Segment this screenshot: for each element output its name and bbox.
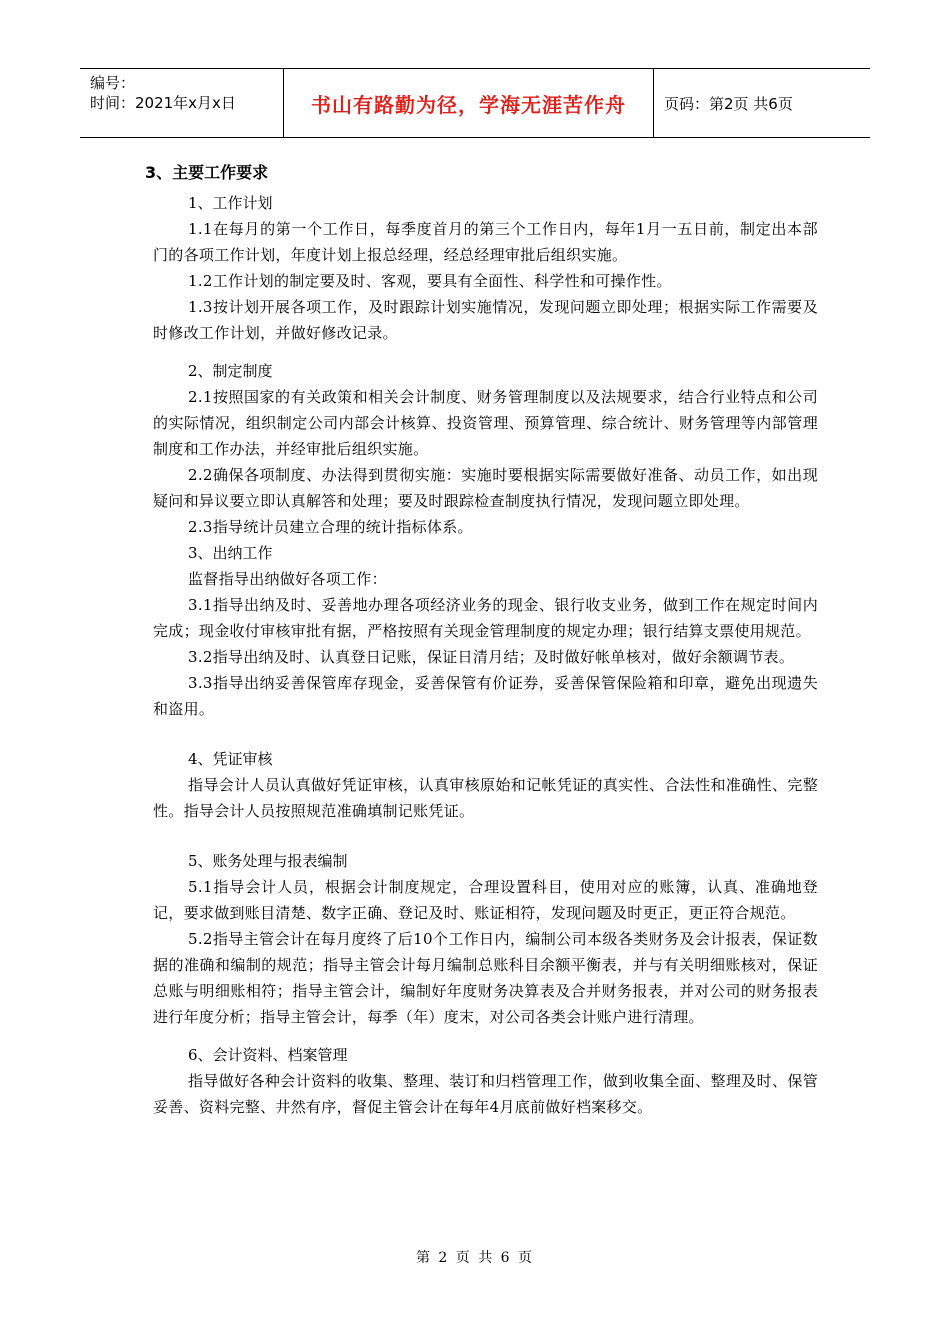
paragraph: 监督指导出纳做好各项工作： [188, 570, 387, 588]
subsection-heading: 3、出纳工作 [188, 544, 273, 562]
section-archive-management [153, 1042, 818, 1120]
section-work-plan [153, 190, 818, 346]
paragraph: 指导会计人员认真做好凭证审核，认真审核原始和记帐凭证的真实性、合法性和准确性、完整性。指导会计人员按照规范准确填制记账凭证。 [153, 776, 818, 820]
paragraph: 5.1指导会计人员，根据会计制度规定，合理设置科目，使用对应的账簿，认真、准确地登记，要求做到账目清楚、数字正确、登记及时、账证相符，发现问题及时更正，更正符合规范。 [153, 878, 818, 922]
paragraph: 3.2指导出纳及时、认真登日记账，保证日清月结；及时做好帐单核对，做好余额调节表。 [188, 648, 795, 666]
subsection-heading: 1、工作计划 [188, 194, 273, 212]
paragraph: 指导做好各种会计资料的收集、整理、装订和归档管理工作，做到收集全面、整理及时、保管妥善、资料完整、井然有序，督促主管会计在每年4月底前做好档案移交。 [153, 1072, 818, 1116]
header-slogan: 书山有路勤为径，学海无涯苦作舟 [284, 69, 654, 137]
document-date: 时间：2021年x月x日 [90, 94, 236, 112]
section-accounting-reports [153, 848, 818, 1030]
paragraph: 3.3指导出纳妥善保管库存现金，妥善保管有价证券，妥善保管保险箱和印章，避免出现遗失和盗用。 [153, 674, 818, 718]
paragraph: 5.2指导主管会计在每月度终了后10个工作日内，编制公司本级各类财务及会计报表，保证数据的准确和编制的规范；指导主管会计每月编制总账科目余额平衡表，并与有关明细账核对，保证总账与明细账相符；指导主管会计，编制好年度财务决算表及合并财务报表，并对公司的财务报表进行年度分析；指导主管会计，每季（年）度末，对公司各类会计账户进行清理。 [153, 930, 818, 1026]
page-footer: 第 2 页 共 6 页 [415, 1250, 535, 1266]
page-header [80, 68, 870, 138]
section-title: 3、主要工作要求 [145, 163, 269, 182]
subsection-heading: 6、会计资料、档案管理 [188, 1046, 348, 1064]
paragraph: 2.2确保各项制度、办法得到贯彻实施：实施时要根据实际需要做好准备、动员工作，如出现疑问和异议要立即认真解答和处理；要及时跟踪检查制度执行情况，发现问题立即处理。 [153, 466, 818, 510]
paragraph: 2.1按照国家的有关政策和相关会计制度、财务管理制度以及法规要求，结合行业特点和公司的实际情况，组织制定公司内部会计核算、投资管理、预算管理、综合统计、财务管理等内部管理制度和工作办法，并经审批后组织实施。 [153, 388, 818, 458]
document-body [145, 160, 818, 1120]
paragraph: 1.3按计划开展各项工作，及时跟踪计划实施情况，发现问题立即处理；根据实际工作需要及时修改工作计划，并做好修改记录。 [153, 298, 818, 342]
subsection-heading: 4、凭证审核 [188, 750, 273, 768]
header-page-info: 页码：第2页 共6页 [664, 94, 793, 113]
paragraph: 2.3指导统计员建立合理的统计指标体系。 [188, 518, 473, 536]
subsection-heading: 2、制定制度 [188, 362, 273, 380]
paragraph: 1.2工作计划的制定要及时、客观，要具有全面性、科学性和可操作性。 [188, 272, 672, 290]
paragraph: 3.1指导出纳及时、妥善地办理各项经济业务的现金、银行收支业务，做到工作在规定时间内完成；现金收付审核审批有据，严格按照有关现金管理制度的规定办理；银行结算支票使用规范。 [153, 596, 818, 640]
section-regulations [153, 358, 818, 540]
paragraph: 1.1在每月的第一个工作日，每季度首月的第三个工作日内，每年1月一五日前，制定出本部门的各项工作计划，年度计划上报总经理，经总经理审批后组织实施。 [153, 220, 818, 264]
header-meta [80, 69, 284, 137]
document-number-label: 编号： [90, 74, 136, 92]
subsection-heading: 5、账务处理与报表编制 [188, 852, 348, 870]
section-cashier [153, 540, 818, 722]
section-voucher-review [153, 746, 818, 824]
